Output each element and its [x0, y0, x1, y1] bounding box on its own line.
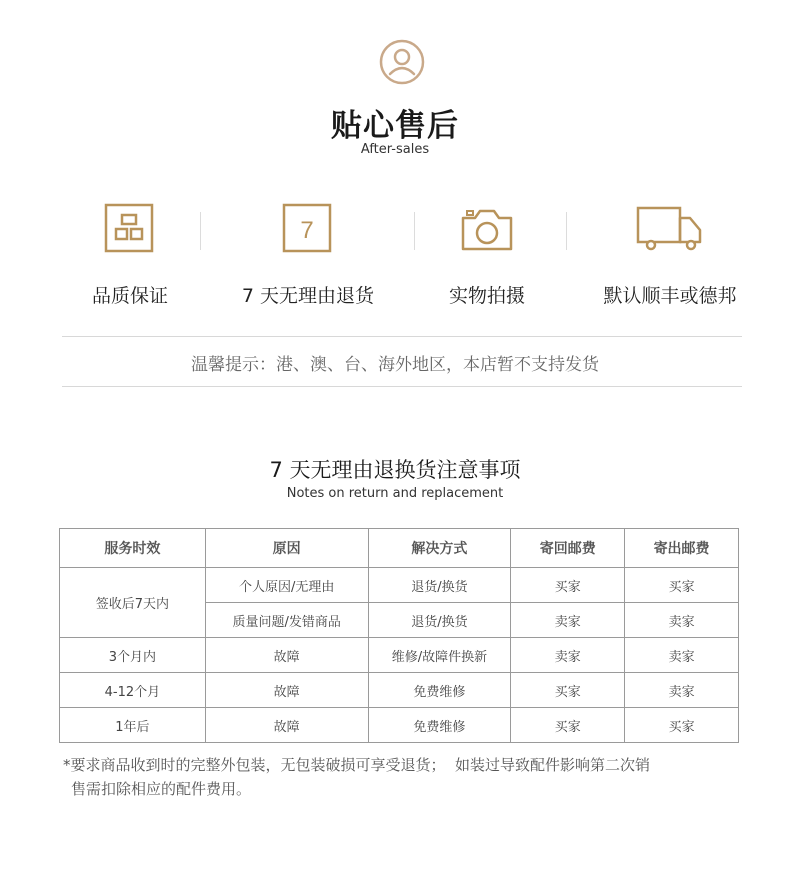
- seven-day-icon: [280, 200, 336, 256]
- footnote-line-1: *要求商品收到时的完整外包装，无包装破损可享受退货； 如装过导致配件影响第二次销: [63, 756, 651, 774]
- divider: [62, 386, 742, 387]
- feature-label: 7 天无理由退货: [241, 285, 375, 307]
- return-fee-cell: 卖家: [511, 638, 625, 673]
- solution-cell: 退货/换货: [368, 603, 511, 638]
- table-row: [60, 708, 739, 743]
- return-fee-cell: 买家: [511, 673, 625, 708]
- reason-cell: 故障: [205, 673, 368, 708]
- reason-cell: 故障: [205, 638, 368, 673]
- column-header: 原因: [205, 529, 368, 568]
- period-cell: 4-12个月: [60, 673, 206, 708]
- ship-fee-cell: 买家: [625, 708, 739, 743]
- table-row: [60, 673, 739, 708]
- solution-cell: 退货/换货: [368, 568, 511, 603]
- column-header: 服务时效: [60, 529, 206, 568]
- table-header-row: [60, 529, 739, 568]
- divider: [62, 336, 742, 337]
- feature-row: [40, 200, 760, 320]
- table-row: [60, 638, 739, 673]
- feature-label: 默认顺丰或德邦: [603, 285, 737, 307]
- ship-fee-cell: 卖家: [625, 673, 739, 708]
- solution-cell: 维修/故障件换新: [368, 638, 511, 673]
- reason-cell: 质量问题/发错商品: [205, 603, 368, 638]
- page-title: 贴心售后: [331, 108, 459, 144]
- divider: [200, 212, 201, 250]
- return-fee-cell: 卖家: [511, 603, 625, 638]
- period-cell: 1年后: [60, 708, 206, 743]
- column-header: 解决方式: [368, 529, 511, 568]
- footnote: [63, 753, 753, 801]
- truck-icon: [635, 200, 705, 256]
- feature-seven-day: [218, 200, 398, 308]
- column-header: 寄回邮费: [511, 529, 625, 568]
- quality-icon: [102, 200, 158, 256]
- ship-fee-cell: 买家: [625, 568, 739, 603]
- section-subtitle: Notes on return and replacement: [286, 486, 504, 501]
- footnote-line-2: 售需扣除相应的配件费用。: [71, 780, 252, 798]
- table-row: [60, 568, 739, 603]
- return-fee-cell: 买家: [511, 568, 625, 603]
- section-title: 7 天无理由退换货注意事项: [269, 458, 521, 482]
- solution-cell: 免费维修: [368, 708, 511, 743]
- period-cell: 3个月内: [60, 638, 206, 673]
- ship-fee-cell: 卖家: [625, 603, 739, 638]
- ship-fee-cell: 卖家: [625, 638, 739, 673]
- period-cell: 签收后7天内: [60, 568, 206, 638]
- shipping-notice: 温馨提示：港、澳、台、海外地区，本店暂不支持发货: [191, 355, 599, 375]
- return-policy-table: [59, 528, 739, 743]
- reason-cell: 故障: [205, 708, 368, 743]
- feature-camera: [397, 200, 577, 308]
- feature-label: 品质保证: [91, 285, 168, 307]
- camera-icon: [457, 200, 517, 256]
- feature-label: 实物拍摄: [448, 285, 525, 307]
- user-circle-icon: [379, 39, 425, 85]
- reason-cell: 个人原因/无理由: [205, 568, 368, 603]
- divider: [566, 212, 567, 250]
- svg-text:7: 7: [300, 217, 314, 244]
- return-fee-cell: 买家: [511, 708, 625, 743]
- page-subtitle: After-sales: [360, 142, 430, 157]
- feature-quality: [40, 200, 220, 308]
- column-header: 寄出邮费: [625, 529, 739, 568]
- feature-shipping: [580, 200, 760, 308]
- solution-cell: 免费维修: [368, 673, 511, 708]
